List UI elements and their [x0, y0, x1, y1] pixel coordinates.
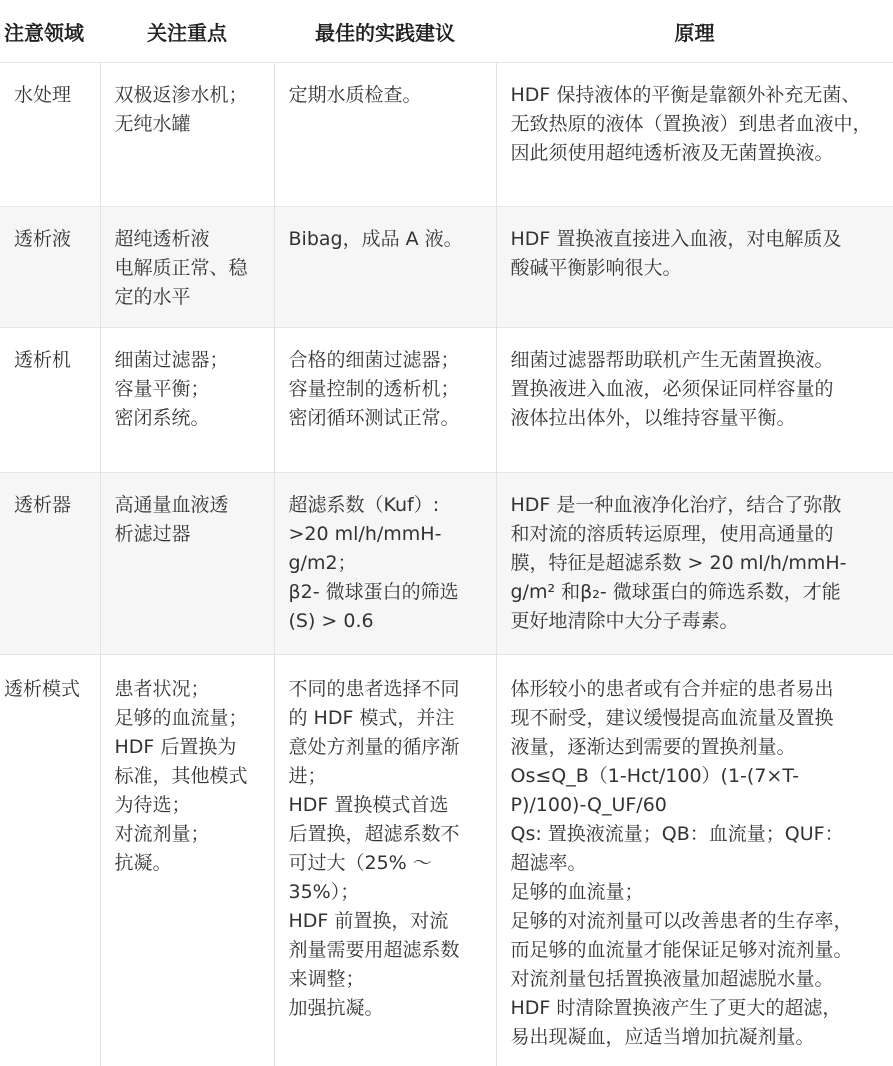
cell-line: 高通量血液透: [114, 494, 229, 516]
cell-line: 后置换，超滤系数不: [288, 823, 460, 845]
cell-line: 现不耐受，建议缓慢提高血流量及置换: [510, 707, 834, 729]
cell-line: g/m2；: [288, 552, 357, 574]
cell-line: P)/100)-Q_UF/60: [510, 794, 667, 816]
cell-advice: [274, 655, 496, 1066]
cell-advice: [274, 328, 496, 473]
cell-line: 来调整；: [288, 968, 365, 990]
cell-line: 超纯透析液: [114, 228, 210, 250]
cell-line: 可过大（25% ～: [288, 852, 432, 874]
cell-focus: [100, 655, 274, 1066]
cell-line: 容量控制的透析机；: [288, 378, 460, 400]
cell-line: 密闭循环测试正常。: [288, 407, 460, 429]
table-row: [0, 473, 893, 655]
cell-focus: [100, 63, 274, 207]
cell-line: Os≤Q_B（1-Hct/100）(1-(7×T-: [510, 765, 800, 787]
header-principle: 原理: [496, 0, 893, 63]
cell-line: HDF 时清除置换液产生了更大的超滤，: [510, 997, 842, 1019]
cell-line: 电解质正常、稳: [114, 257, 248, 279]
cell-focus: [100, 328, 274, 473]
cell-focus: [100, 473, 274, 655]
cell-line: HDF 置换液直接进入血液，对电解质及: [510, 228, 842, 250]
cell-line: 足够的血流量；: [510, 881, 644, 903]
table-row: [0, 63, 893, 207]
cell-line: 而足够的血流量才能保证足够对流剂量。: [510, 939, 853, 961]
cell-line: 加强抗凝。: [288, 997, 384, 1019]
table-header: [0, 0, 893, 63]
cell-line: 不同的患者选择不同: [288, 678, 460, 700]
cell-line: 剂量需要用超滤系数: [288, 939, 460, 961]
cell-line: 无致热原的液体（置换液）到患者血液中，: [510, 113, 872, 135]
cell-line: 的 HDF 模式，并注: [288, 707, 455, 729]
cell-line: 意处方剂量的循序渐: [288, 736, 460, 758]
cell-line: 合格的细菌过滤器；: [288, 349, 460, 371]
cell-line: 细菌过滤器；: [114, 349, 229, 371]
cell-line: 足够的对流剂量可以改善患者的生存率，: [510, 910, 853, 932]
header-focus: 关注重点: [100, 0, 274, 63]
header-advice: 最佳的实践建议: [274, 0, 496, 63]
cell-line: 液量，逐渐达到需要的置换剂量。: [510, 736, 796, 758]
cell-line: Qs: 置换液流量；QB：血流量；QUF：: [510, 823, 844, 845]
cell-line: 对流剂量；: [114, 823, 210, 845]
cell-line: 双极返渗水机；: [114, 84, 248, 106]
cell-line: β2- 微球蛋白的筛选: [288, 581, 459, 603]
cell-line: 定期水质检查。: [288, 84, 422, 106]
cell-line: 酸碱平衡影响很大。: [510, 257, 682, 279]
cell-principle: [496, 207, 893, 328]
cell-line: 进；: [288, 765, 327, 787]
cell-line: 为待选；: [114, 794, 191, 816]
cell-area: 水处理: [0, 63, 100, 207]
cell-line: g/m² 和β₂- 微球蛋白的筛选系数，才能: [510, 581, 841, 603]
table-row: [0, 328, 893, 473]
cell-area: 透析液: [0, 207, 100, 328]
header-area: 注意领域: [0, 0, 100, 63]
cell-focus: [100, 207, 274, 328]
cell-line: HDF 是一种血液净化治疗，结合了弥散: [510, 494, 842, 516]
cell-line: 易出现凝血，应适当增加抗凝剂量。: [510, 1026, 815, 1048]
cell-line: 35%）；: [288, 881, 360, 903]
cell-advice: [274, 63, 496, 207]
cell-area: 透析机: [0, 328, 100, 473]
cell-line: 容量平衡；: [114, 378, 210, 400]
cell-line: 析滤过器: [114, 523, 191, 545]
cell-line: 置换液进入血液，必须保证同样容量的: [510, 378, 834, 400]
cell-line: 更好地清除中大分子毒素。: [510, 610, 739, 632]
cell-line: 定的水平: [114, 286, 191, 308]
cell-line: 体形较小的患者或有合并症的患者易出: [510, 678, 834, 700]
cell-line: Bibag，成品 A 液。: [288, 228, 463, 250]
cell-advice: [274, 473, 496, 655]
cell-line: 因此须使用超纯透析液及无菌置换液。: [510, 142, 834, 164]
cell-line: 膜，特征是超滤系数 > 20 ml/h/mmH-: [510, 552, 847, 574]
cell-line: 密闭系统。: [114, 407, 210, 429]
cell-line: 和对流的溶质转运原理，使用高通量的: [510, 523, 834, 545]
cell-line: HDF 后置换为: [114, 736, 237, 758]
table-row: [0, 655, 893, 1066]
cell-area: 透析器: [0, 473, 100, 655]
cell-line: 超滤系数（Kuf）:: [288, 494, 440, 516]
cell-line: 患者状况；: [114, 678, 210, 700]
cell-principle: [496, 473, 893, 655]
cell-line: 超滤率。: [510, 852, 587, 874]
cell-line: >20 ml/h/mmH-: [288, 523, 442, 545]
cell-line: HDF 前置换，对流: [288, 910, 449, 932]
table-body: [0, 63, 893, 1066]
cell-line: 抗凝。: [114, 852, 172, 874]
cell-principle: [496, 655, 893, 1066]
cell-line: 标准，其他模式: [114, 765, 248, 787]
cell-line: (S) > 0.6: [288, 610, 374, 632]
cell-principle: [496, 328, 893, 473]
cell-line: 细菌过滤器帮助联机产生无菌置换液。: [510, 349, 834, 371]
cell-line: 对流剂量包括置换液量加超滤脱水量。: [510, 968, 834, 990]
cell-line: HDF 保持液体的平衡是靠额外补充无菌、: [510, 84, 861, 106]
cell-line: 足够的血流量；: [114, 707, 248, 729]
cell-line: HDF 置换模式首选: [288, 794, 449, 816]
cell-line: 液体拉出体外，以维持容量平衡。: [510, 407, 796, 429]
cell-line: 无纯水罐: [114, 113, 191, 135]
cell-principle: [496, 63, 893, 207]
table-row: [0, 207, 893, 328]
cell-advice: [274, 207, 496, 328]
cell-area: 透析模式: [0, 655, 100, 1066]
